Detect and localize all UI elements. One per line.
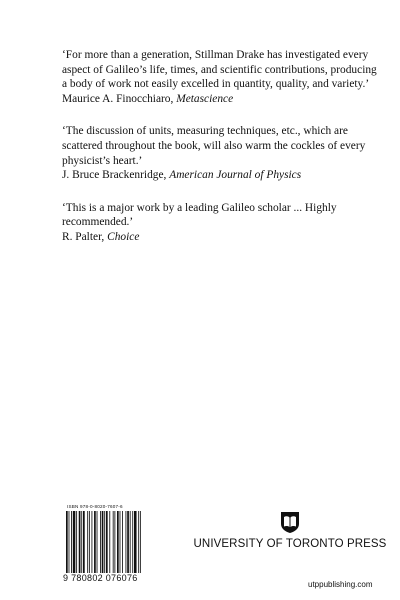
review-3 [62,201,382,245]
review-publication: Metascience [176,92,234,105]
publisher-name: UNIVERSITY OF TORONTO PRESS [193,538,387,550]
review-publication: Choice [107,230,140,243]
review-source [62,92,382,107]
review-quote-text: ‘This is a major work by a leading Galileo scholar ... Highly recommended.’ [62,201,337,229]
barcode-digits: 9 780802 076076 [63,573,173,583]
review-1 [62,48,382,106]
review-author: R. Palter, [62,230,105,243]
review-source [62,168,382,183]
review-2 [62,124,382,182]
review-quotes [62,48,382,263]
review-quote-text: ‘For more than a generation, Stillman Drake has investigated every aspect of Galileo’s life, times, and scientific contributions, producing a body of work not easily excelled in quantity, quality, and variety.’ [62,49,377,91]
book-shield-icon [278,510,302,534]
review-publication: American Journal of Physics [169,169,302,182]
publisher-url[interactable]: utppublishing.com [308,580,373,589]
barcode [63,511,173,581]
isbn-label: ISBN 978-0-8020-7607-6 [67,504,123,509]
barcode-bars [63,511,173,573]
review-quote-text: ‘The discussion of units, measuring techniques, etc., which are scattered throughout the book, will also warm the cockles of every physicist’s heart.’ [62,125,366,167]
review-author: J. Bruce Brackenridge, [62,169,167,182]
publisher-block [190,510,390,550]
review-source [62,230,382,245]
review-author: Maurice A. Finocchiaro, [62,92,174,105]
barcode-area [63,504,175,581]
